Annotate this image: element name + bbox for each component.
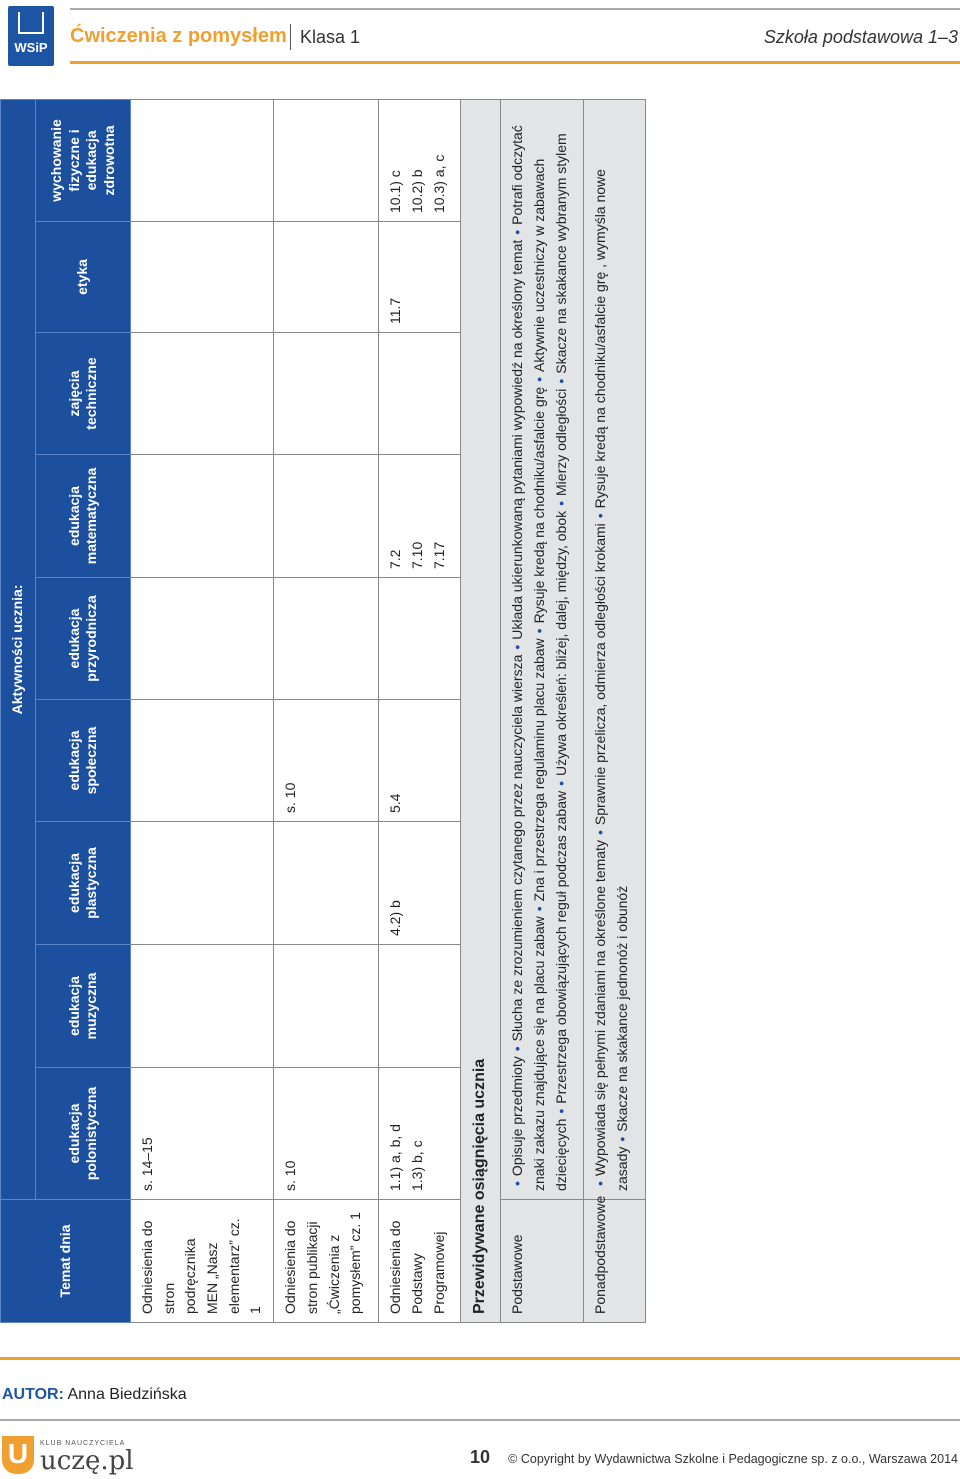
table-cell: 1.1) a, b, d 1.3) b, c: [379, 1068, 461, 1200]
bullet-icon: •: [552, 780, 569, 786]
bullet-icon: •: [509, 644, 526, 650]
table-cell: [131, 455, 274, 578]
achievement-item: Układa ukierunkowaną pytaniami wypowiedź na określony temat: [509, 239, 526, 640]
bullet-icon: •: [592, 1181, 609, 1186]
bullet-icon: •: [552, 500, 569, 506]
bullet-icon: •: [552, 378, 569, 384]
temat-header: Temat dnia: [1, 1200, 131, 1323]
table-cell: [274, 333, 379, 455]
bullet-icon: •: [530, 906, 547, 912]
divider: [70, 61, 960, 64]
subject-header: edukacja społeczna: [36, 700, 131, 822]
achievements-header: Przewidywane osiągnięcia ucznia: [461, 99, 501, 1322]
achievement-item: Wypowiada się pełnymi zdaniami na określone tematy: [592, 840, 609, 1177]
level-label: Podstawowe: [501, 1200, 584, 1323]
table-cell: 10.1) c 10.2) b 10.3) a, c: [379, 99, 461, 221]
table-cell: [131, 99, 274, 221]
table-cell: 11.7: [379, 222, 461, 333]
table-cell: [274, 222, 379, 333]
achievement-item: Sprawnie przelicza, odmierza odległości krokami: [592, 523, 609, 826]
bullet-icon: •: [530, 376, 547, 382]
table-row: [274, 99, 379, 1322]
bullet-icon: •: [592, 830, 609, 836]
row-label: Odniesienia do Podstawy Programowej: [379, 1200, 461, 1323]
divider: [0, 1357, 960, 1360]
bullet-icon: •: [592, 513, 609, 519]
wsip-logo: WSiP: [8, 6, 54, 66]
school-label: Szkoła podstawowa 1–3: [763, 27, 958, 47]
author: AUTOR: Anna Biedzińska: [2, 1386, 187, 1403]
lesson-plan-table: [0, 100, 630, 1323]
subject-header: edukacja przyrodnicza: [36, 578, 131, 700]
bullet-icon: •: [509, 229, 526, 235]
book-icon: [18, 12, 44, 34]
divider: [0, 1419, 960, 1421]
achievement-item: Potrafi odczytać znaki zakazu znajdujące się na placu zabaw: [509, 125, 547, 1191]
table-cell: [379, 333, 461, 455]
table-cell: [131, 822, 274, 945]
table-cell: [131, 333, 274, 455]
table-cell: [274, 578, 379, 700]
table-cell: [131, 222, 274, 333]
subject-header: edukacja plastyczna: [36, 822, 131, 945]
table-cell: 5.4: [379, 700, 461, 822]
table-cell: [379, 578, 461, 700]
table-cell: [274, 945, 379, 1068]
publication-title: Ćwiczenia z pomysłem: [70, 25, 287, 47]
table-cell: [131, 700, 274, 822]
subject-header: edukacja matematyczna: [36, 455, 131, 578]
table-cell: 7.2 7.10 7.17: [379, 455, 461, 578]
bullet-icon: •: [613, 1136, 630, 1142]
table-cell: 4.2) b: [379, 822, 461, 945]
achievement-item: Używa określeń: bliżej, dalej, między, obok: [552, 510, 569, 776]
table-cell: s. 14–15: [131, 1068, 274, 1200]
table-row: [379, 99, 461, 1322]
bullet-icon: •: [509, 1046, 526, 1052]
table-cell: [274, 455, 379, 578]
table-cell: s. 10: [274, 1068, 379, 1200]
achievements-list: [584, 99, 646, 1199]
divider: [70, 8, 960, 10]
row-label: Odniesienia do stron podręcznika MEN „Nasz elementarz” cz. 1: [131, 1200, 274, 1323]
achievement-item: Zna i przestrzega regulaminu placu zabaw: [530, 638, 547, 902]
activities-header: Aktywności ucznia:: [1, 99, 36, 1199]
table-cell: [131, 945, 274, 1068]
subject-header: zajęcia techniczne: [36, 333, 131, 455]
subject-header: wychowanie fizyczne i edukacja zdrowotna: [36, 99, 131, 221]
achievement-item: Rysuje kredą na chodniku/asfalcie grę: [530, 386, 547, 624]
copyright: © Copyright by Wydawnictwa Szkolne i Pedagogiczne sp. z o.o., Warszawa 2014: [508, 1452, 958, 1466]
achievement-item: Skacze na skakance wybranym stylem: [552, 133, 569, 374]
bullet-icon: •: [552, 1108, 569, 1114]
subject-header: etyka: [36, 222, 131, 333]
achievement-item: Mierzy odległości: [552, 388, 569, 496]
class-label: Klasa 1: [300, 27, 361, 47]
achievement-item: Słucha ze zrozumieniem czytanego przez nauczyciela wiersza: [509, 654, 526, 1042]
achievement-row-basic: [501, 99, 584, 1322]
subject-header: edukacja polonistyczna: [36, 1068, 131, 1200]
row-label: Odniesienia do stron publikacji „Ćwiczenia z pomysłem” cz. 1: [274, 1200, 379, 1323]
table-row: [131, 99, 274, 1322]
bullet-icon: •: [530, 628, 547, 634]
achievement-item: Przestrzega obowiązujących reguł podczas zabaw: [552, 790, 569, 1104]
achievement-item: Aktywnie uczestniczy w zabawach dziecięcych: [530, 158, 569, 1191]
achievement-item: Rysuje kredą na chodniku/asfalcie grę , wymyśla nowe zasady: [592, 169, 630, 1191]
page-number: 10: [470, 1447, 491, 1467]
table-cell: [131, 578, 274, 700]
table-cell: [274, 822, 379, 945]
table-cell: [379, 945, 461, 1068]
achievement-row-advanced: [584, 99, 646, 1322]
bullet-icon: •: [509, 1181, 526, 1186]
achievement-item: Opisuje przedmioty: [509, 1056, 526, 1177]
achievement-item: Skacze na skakance jednonóż i obunóż: [613, 885, 630, 1132]
table-cell: s. 10: [274, 700, 379, 822]
level-label: Ponadpodstawowe: [584, 1200, 646, 1323]
subject-header: edukacja muzyczna: [36, 945, 131, 1068]
table-cell: [274, 99, 379, 221]
divider: [290, 24, 291, 50]
achievements-list: [501, 99, 584, 1199]
